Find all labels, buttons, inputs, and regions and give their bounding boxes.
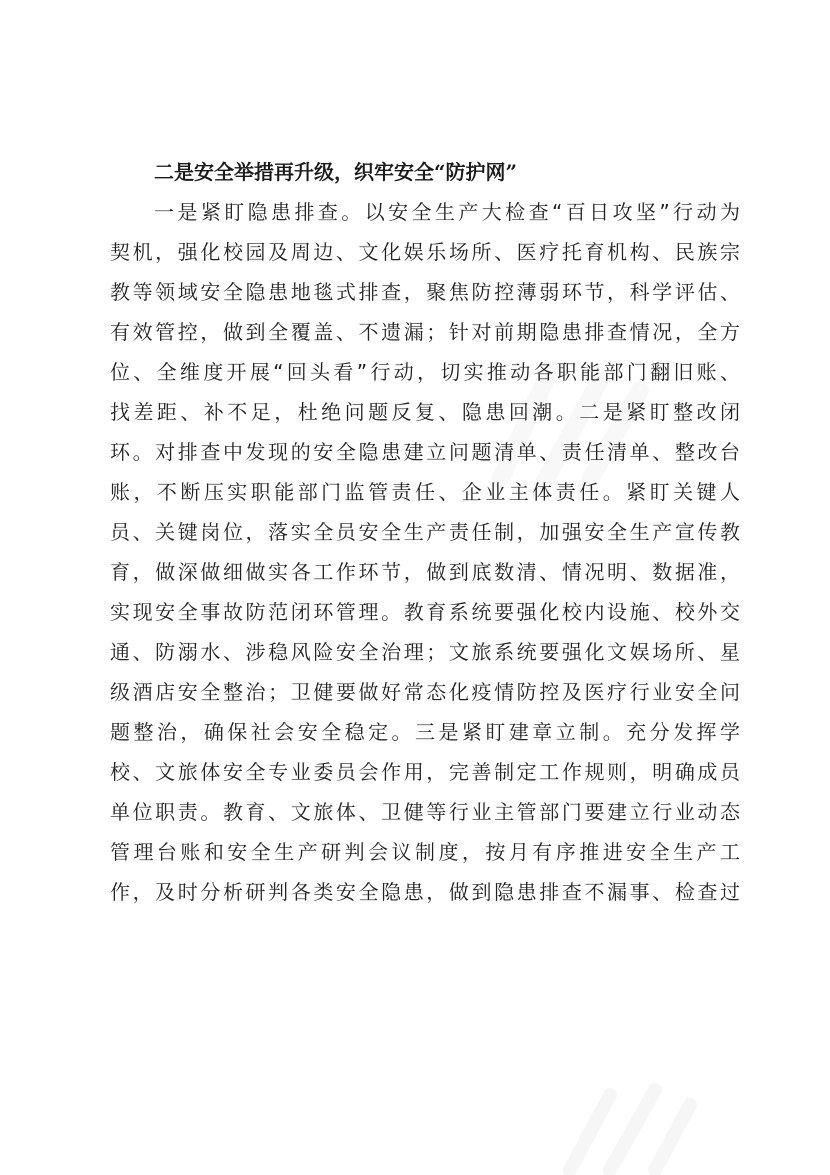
paragraph-line: 通、防溺水、涉稳风险安全治理；文旅系统要强化文娱场所、星 [110, 640, 740, 664]
paragraph-line: 作，及时分析研判各类安全隐患，做到隐患排查不漏事、检查过 [110, 880, 740, 904]
watermark-corner-icon [560, 1075, 700, 1175]
paragraph-line: 找差距、补不足，杜绝问题反复、隐患回潮。二是紧盯整改闭 [110, 400, 740, 424]
paragraph-line: 题整治，确保社会安全稳定。三是紧盯建章立制。充分发挥学 [110, 720, 740, 744]
paragraph-line: 有效管控，做到全覆盖、不遗漏；针对前期隐患排查情况，全方 [110, 320, 740, 344]
section-heading: 二是安全举措再升级，织牢安全“防护网” [154, 160, 518, 184]
paragraph-line: 校、文旅体安全专业委员会作用，完善制定工作规则，明确成员 [110, 760, 740, 784]
paragraph-line: 教等领域安全隐患地毯式排查，聚焦防控薄弱环节，科学评估、 [110, 280, 740, 304]
paragraph-line: 环。对排查中发现的安全隐患建立问题清单、责任清单、整改台 [110, 440, 740, 464]
paragraph-line: 账，不断压实职能部门监管责任、企业主体责任。紧盯关键人 [110, 480, 740, 504]
paragraph-line: 管理台账和安全生产研判会议制度，按月有序推进安全生产工 [110, 840, 740, 864]
paragraph-line: 育，做深做细做实各工作环节，做到底数清、情况明、数据准， [110, 560, 740, 584]
paragraph-line: 契机，强化校园及周边、文化娱乐场所、医疗托育机构、民族宗 [110, 240, 740, 264]
paragraph-line: 单位职责。教育、文旅体、卫健等行业主管部门要建立行业动态 [110, 800, 740, 824]
paragraph-line: 员、关键岗位，落实全员安全生产责任制，加强安全生产宣传教 [110, 520, 740, 544]
paragraph-line: 级酒店安全整治；卫健要做好常态化疫情防控及医疗行业安全问 [110, 680, 740, 704]
paragraph-line: 实现安全事故防范闭环管理。教育系统要强化校内设施、校外交 [110, 600, 740, 624]
paragraph-line: 一是紧盯隐患排查。以安全生产大检查“百日攻坚”行动为 [154, 200, 740, 224]
paragraph-line: 位、全维度开展“回头看”行动，切实推动各职能部门翻旧账、 [110, 360, 740, 384]
